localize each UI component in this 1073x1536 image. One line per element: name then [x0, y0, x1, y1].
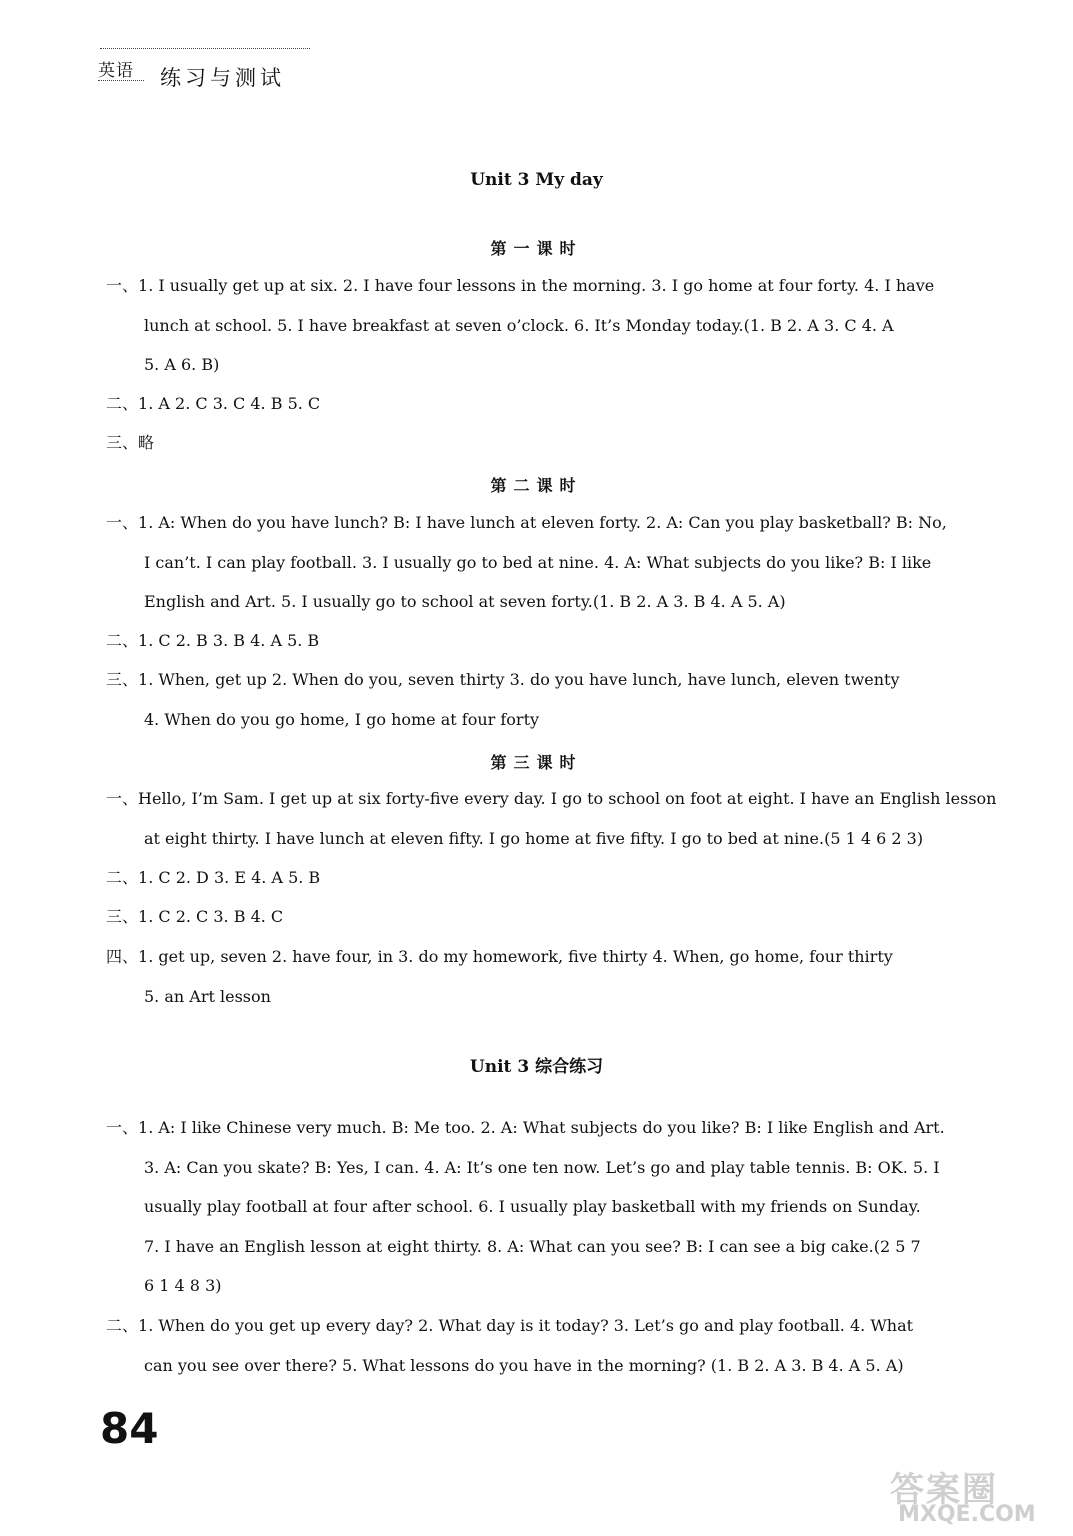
answer-line: 6 1 4 8 3) — [144, 1276, 222, 1295]
answer-line: 1. A 2. C 3. C 4. B 5. C — [138, 394, 321, 413]
lesson-3-item-4 — [106, 937, 1011, 1016]
answer-line: can you see over there? 5. What lessons do you have in the morning? (1. B 2. A 3. B 4. A 5. A) — [144, 1355, 904, 1375]
answer-line: I can’t. I can play football. 3. I usually go to bed at nine. 4. A: What subjects do you like? B: I like — [144, 552, 932, 572]
page-header — [98, 48, 313, 94]
lesson-2-item-3 — [106, 660, 1011, 739]
answer-line: 1. C 2. D 3. E 4. A 5. B — [138, 868, 321, 887]
review-title: Unit 3 综合练习 — [469, 1057, 604, 1077]
answer-line: 1. A: When do you have lunch? B: I have lunch at eleven forty. 2. A: Can you play basketball? B: No, — [138, 513, 947, 532]
lesson-2-item-1 — [106, 503, 1011, 622]
answer-line: 1. get up, seven 2. have four, in 3. do my homework, five thirty 4. When, go home, four thirty — [138, 947, 893, 966]
book-title: 练习与测试 — [160, 66, 285, 90]
answer-line: English and Art. 5. I usually go to school at seven forty.(1. B 2. A 3. B 4. A 5. A) — [144, 592, 786, 611]
answer-line: 4. When do you go home, I go home at four forty — [144, 709, 540, 729]
lesson-2-item-2 — [106, 621, 1011, 661]
answer-line: 1. A: I like Chinese very much. B: Me too. 2. A: What subjects do you like? B: I like English and Art. — [138, 1118, 945, 1137]
lesson-2-title: 第二课时 — [490, 476, 583, 495]
lesson-3-title: 第三课时 — [490, 753, 583, 772]
answer-line: 5. an Art lesson — [144, 986, 271, 1006]
item-label: 一、 — [106, 1118, 139, 1137]
answer-line: Hello, I’m Sam. I get up at six forty-five every day. I go to school on foot at eight. I have an English lesson — [138, 789, 997, 808]
item-label: 三、 — [106, 907, 139, 926]
item-label: 二、 — [106, 631, 139, 650]
answer-line: 1. C 2. B 3. B 4. A 5. B — [138, 631, 320, 650]
item-label: 一、 — [106, 513, 139, 532]
watermark — [880, 1462, 1060, 1530]
header-dotted-rule — [100, 48, 310, 49]
item-label: 三、 — [106, 670, 139, 689]
lesson-1-item-1 — [106, 266, 1011, 385]
lesson-1-title: 第一课时 — [490, 239, 583, 258]
lesson-3-item-2 — [106, 858, 1011, 898]
review-item-1 — [106, 1108, 1011, 1306]
item-label: 四、 — [106, 947, 139, 966]
answer-line: at eight thirty. I have lunch at eleven fifty. I go home at five fifty. I go to bed at nine.(5 1 4 6 2 3) — [144, 828, 924, 848]
item-label: 三、 — [106, 433, 139, 452]
subject-tag: 英语 — [98, 61, 134, 81]
answer-line: usually play football at four after school. 6. I usually play basketball with my friends on Sunday. — [144, 1197, 921, 1216]
item-label: 一、 — [106, 276, 139, 295]
answer-line: 1. I usually get up at six. 2. I have four lessons in the morning. 3. I go home at four forty. 4. I have — [138, 276, 935, 295]
page-number: 84 — [100, 1404, 159, 1453]
answer-line: 1. When, get up 2. When do you, seven thirty 3. do you have lunch, have lunch, eleven twenty — [138, 670, 900, 689]
item-label: 二、 — [106, 1316, 139, 1335]
item-label: 一、 — [106, 789, 139, 808]
lesson-3-item-3 — [106, 897, 1011, 937]
item-label: 二、 — [106, 394, 139, 413]
answer-line: 7. I have an English lesson at eight thirty. 8. A: What can you see? B: I can see a big cake.(2 5 7 — [144, 1236, 921, 1256]
watermark-en: MXQE.COM — [898, 1502, 1036, 1527]
item-label: 二、 — [106, 868, 139, 887]
watermark-cn: 答案圈 — [890, 1470, 998, 1510]
answer-line: 3. A: Can you skate? B: Yes, I can. 4. A: It’s one ten now. Let’s go and play table tennis. B: OK. 5. I — [144, 1157, 940, 1177]
review-item-2 — [106, 1306, 1011, 1385]
lesson-1-item-2 — [106, 384, 1011, 424]
answer-line: 1. When do you get up every day? 2. What day is it today? 3. Let’s go and play football. 4. What — [138, 1316, 914, 1335]
answer-line: 1. C 2. C 3. B 4. C — [138, 907, 284, 926]
answer-line: 略 — [138, 433, 155, 452]
unit-title: Unit 3 My day — [470, 170, 603, 190]
answer-line: lunch at school. 5. I have breakfast at seven o’clock. 6. It’s Monday today.(1. B 2. A 3. C 4. A — [144, 315, 894, 335]
lesson-3-item-1 — [106, 779, 1011, 858]
lesson-1-item-3 — [106, 423, 1011, 463]
subject-underline — [98, 80, 144, 81]
answer-line: 5. A 6. B) — [144, 355, 220, 374]
